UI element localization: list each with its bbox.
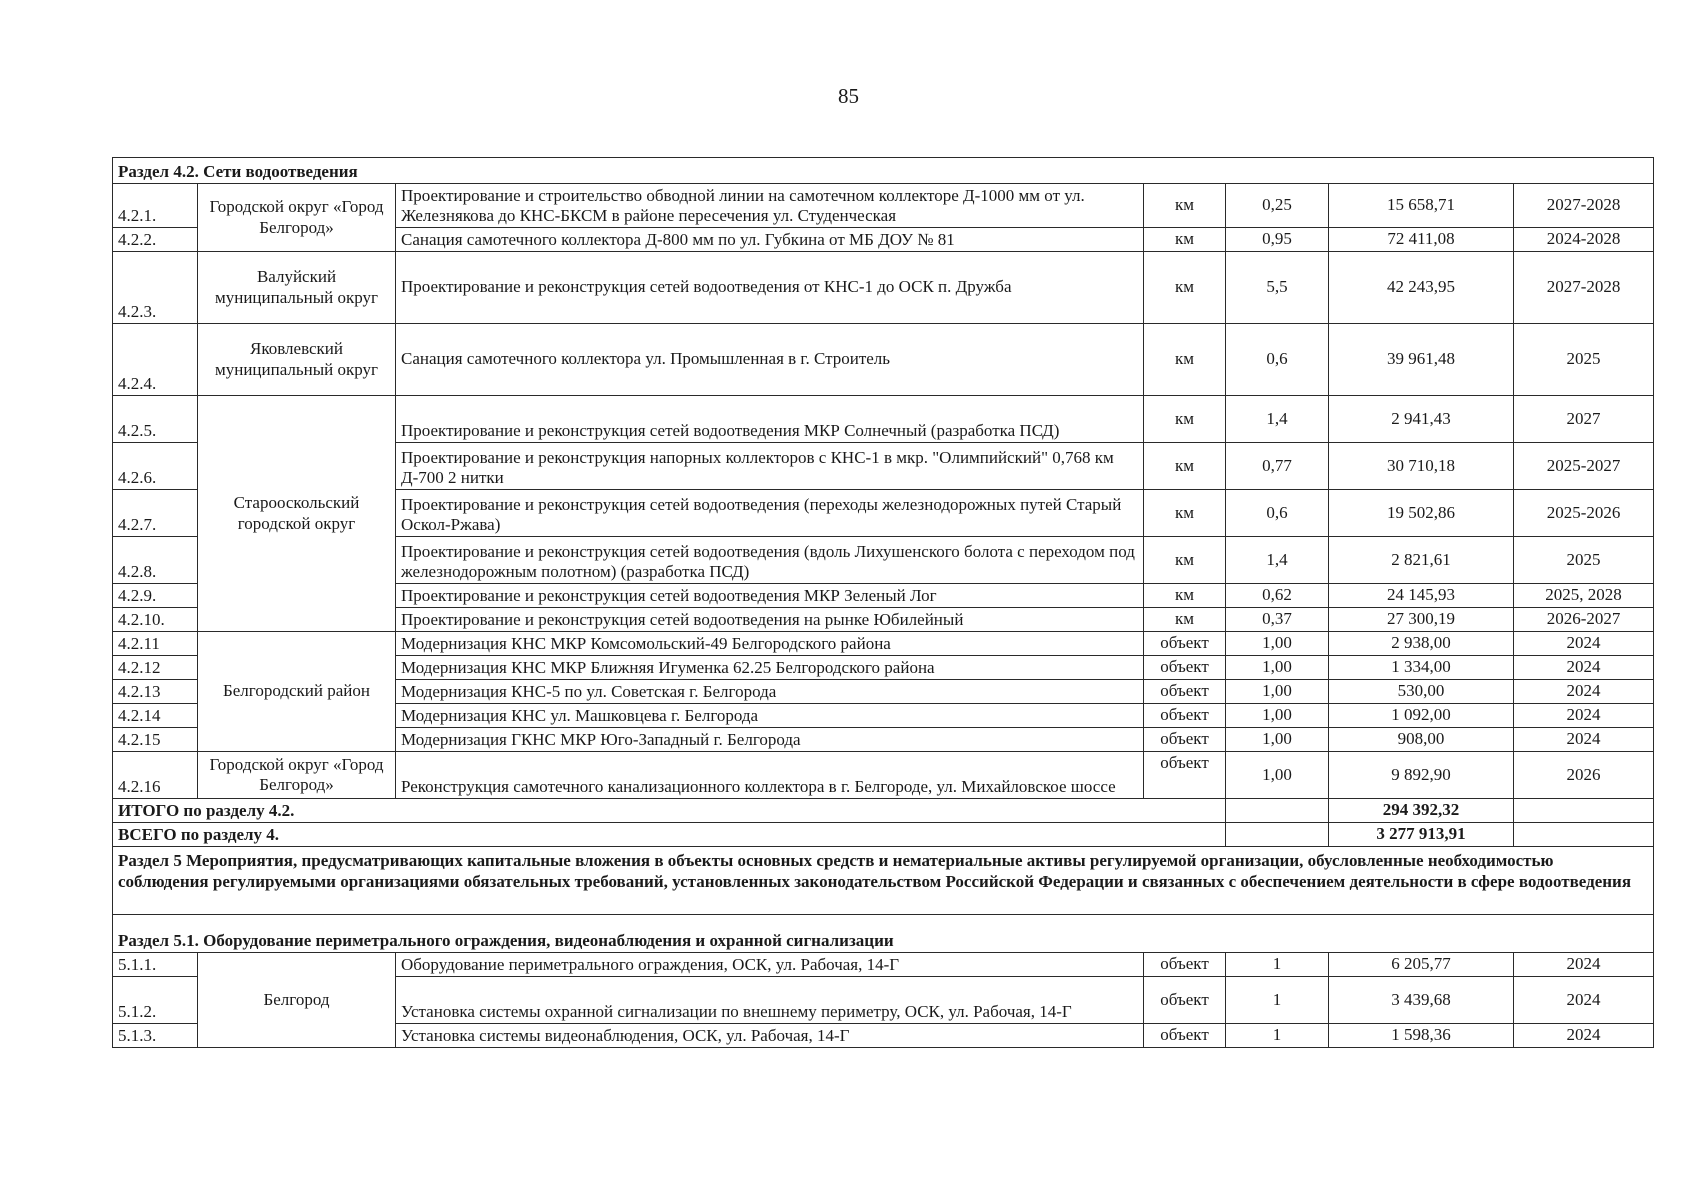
period-cell: 2026-2027 (1514, 608, 1654, 632)
quantity-cell: 1,00 (1226, 656, 1329, 680)
table-row (113, 396, 1654, 443)
row-number: 4.2.5. (113, 396, 198, 443)
municipality-cell: Городской округ «Город Белгород» (198, 184, 396, 252)
cost-cell: 1 092,00 (1329, 704, 1514, 728)
measure-name: Модернизация КНС МКР Комсомольский-49 Белгородского района (396, 632, 1144, 656)
cost-cell: 72 411,08 (1329, 228, 1514, 252)
cost-cell: 19 502,86 (1329, 490, 1514, 537)
empty-cell (1226, 823, 1329, 847)
investment-program-table (112, 157, 1654, 1048)
unit-cell: объект (1144, 680, 1226, 704)
unit-cell: объект (1144, 728, 1226, 752)
total-label: ИТОГО по разделу 4.2. (113, 799, 1226, 823)
cost-cell: 2 941,43 (1329, 396, 1514, 443)
row-number: 4.2.12 (113, 656, 198, 680)
quantity-cell: 1,00 (1226, 680, 1329, 704)
row-number: 4.2.9. (113, 584, 198, 608)
row-number: 5.1.3. (113, 1024, 198, 1048)
cost-cell: 530,00 (1329, 680, 1514, 704)
row-number: 4.2.11 (113, 632, 198, 656)
period-cell: 2027-2028 (1514, 252, 1654, 324)
quantity-cell: 1,4 (1226, 537, 1329, 584)
cost-cell: 908,00 (1329, 728, 1514, 752)
unit-cell: км (1144, 584, 1226, 608)
cost-cell: 2 938,00 (1329, 632, 1514, 656)
period-cell: 2025-2026 (1514, 490, 1654, 537)
period-cell: 2025 (1514, 324, 1654, 396)
quantity-cell: 1 (1226, 977, 1329, 1024)
quantity-cell: 1,00 (1226, 632, 1329, 656)
measure-name: Санация самотечного коллектора ул. Промышленная в г. Строитель (396, 324, 1144, 396)
grand-total-label: ВСЕГО по разделу 4. (113, 823, 1226, 847)
quantity-cell: 0,6 (1226, 490, 1329, 537)
period-cell: 2024 (1514, 704, 1654, 728)
quantity-cell: 0,25 (1226, 184, 1329, 228)
unit-cell: объект (1144, 1024, 1226, 1048)
unit-cell: км (1144, 396, 1226, 443)
unit-cell: км (1144, 324, 1226, 396)
cost-cell: 24 145,93 (1329, 584, 1514, 608)
measure-name: Проектирование и реконструкция сетей водоотведения МКР Солнечный (разработка ПСД) (396, 396, 1144, 443)
empty-cell (1226, 799, 1329, 823)
measure-name: Модернизация КНС МКР Ближняя Игуменка 62.25 Белгородского района (396, 656, 1144, 680)
municipality-cell: Яковлевский муниципальный округ (198, 324, 396, 396)
section-4-2-title: Раздел 4.2. Сети водоотведения (113, 158, 1654, 184)
measure-name: Проектирование и реконструкция напорных коллекторов с КНС-1 в мкр. "Олимпийский" 0,768 км Д-700 2 нитки (396, 443, 1144, 490)
unit-cell: км (1144, 252, 1226, 324)
measure-name: Санация самотечного коллектора Д-800 мм по ул. Губкина от МБ ДОУ № 81 (396, 228, 1144, 252)
quantity-cell: 1 (1226, 953, 1329, 977)
row-number: 5.1.2. (113, 977, 198, 1024)
period-cell: 2024-2028 (1514, 228, 1654, 252)
municipality-cell: Белгород (198, 953, 396, 1048)
grand-total-value: 3 277 913,91 (1329, 823, 1514, 847)
measure-name: Проектирование и реконструкция сетей водоотведения (вдоль Лихушенского болота с переходом под железнодорожным полотном) (разработка ПСД) (396, 537, 1144, 584)
row-number: 4.2.2. (113, 228, 198, 252)
row-number: 4.2.13 (113, 680, 198, 704)
cost-cell: 42 243,95 (1329, 252, 1514, 324)
measure-name: Модернизация КНС-5 по ул. Советская г. Белгорода (396, 680, 1144, 704)
page-number: 85 (838, 84, 859, 108)
measure-name: Установка системы видеонаблюдения, ОСК, ул. Рабочая, 14-Г (396, 1024, 1144, 1048)
period-cell: 2027-2028 (1514, 184, 1654, 228)
cost-cell: 9 892,90 (1329, 752, 1514, 799)
section-4-2-header-row (113, 158, 1654, 184)
cost-cell: 6 205,77 (1329, 953, 1514, 977)
section-5-1-title: Раздел 5.1. Оборудование периметрального ограждения, видеонаблюдения и охранной сигнализации (113, 915, 1654, 953)
unit-cell: км (1144, 490, 1226, 537)
quantity-cell: 0,77 (1226, 443, 1329, 490)
period-cell: 2024 (1514, 977, 1654, 1024)
cost-cell: 30 710,18 (1329, 443, 1514, 490)
period-cell: 2024 (1514, 656, 1654, 680)
table-row (113, 953, 1654, 977)
measure-name: Проектирование и строительство обводной линии на самотечном коллекторе Д-1000 мм от ул. Железнякова до КНС-БКСМ в районе пересечения ул. Студенческая (396, 184, 1144, 228)
municipality-cell: Городской округ «Город Белгород» (198, 752, 396, 799)
measure-name: Реконструкция самотечного канализационного коллектора в г. Белгороде, ул. Михайловское шоссе (396, 752, 1144, 799)
unit-cell: км (1144, 443, 1226, 490)
unit-cell: объект (1144, 977, 1226, 1024)
measure-name: Модернизация КНС ул. Машковцева г. Белгорода (396, 704, 1144, 728)
municipality-cell: Старооскольский городской округ (198, 396, 396, 632)
period-cell: 2024 (1514, 728, 1654, 752)
quantity-cell: 1,00 (1226, 752, 1329, 799)
table-row (113, 632, 1654, 656)
quantity-cell: 1 (1226, 1024, 1329, 1048)
row-number: 4.2.8. (113, 537, 198, 584)
table-row (113, 324, 1654, 396)
cost-cell: 27 300,19 (1329, 608, 1514, 632)
unit-cell: объект (1144, 632, 1226, 656)
period-cell: 2024 (1514, 680, 1654, 704)
row-number: 4.2.10. (113, 608, 198, 632)
period-cell: 2027 (1514, 396, 1654, 443)
unit-cell: объект (1144, 953, 1226, 977)
row-number: 4.2.3. (113, 252, 198, 324)
period-cell: 2024 (1514, 953, 1654, 977)
row-number: 4.2.1. (113, 184, 198, 228)
row-number: 4.2.15 (113, 728, 198, 752)
row-number: 4.2.6. (113, 443, 198, 490)
period-cell: 2024 (1514, 632, 1654, 656)
quantity-cell: 5,5 (1226, 252, 1329, 324)
row-number: 4.2.4. (113, 324, 198, 396)
period-cell: 2026 (1514, 752, 1654, 799)
cost-cell: 1 598,36 (1329, 1024, 1514, 1048)
measure-name: Проектирование и реконструкция сетей водоотведения на рынке Юбилейный (396, 608, 1144, 632)
quantity-cell: 1,00 (1226, 728, 1329, 752)
measure-name: Проектирование и реконструкция сетей водоотведения от КНС-1 до ОСК п. Дружба (396, 252, 1144, 324)
quantity-cell: 0,95 (1226, 228, 1329, 252)
cost-cell: 1 334,00 (1329, 656, 1514, 680)
row-number: 4.2.14 (113, 704, 198, 728)
quantity-cell: 1,00 (1226, 704, 1329, 728)
quantity-cell: 0,62 (1226, 584, 1329, 608)
table-row (113, 184, 1654, 228)
cost-cell: 39 961,48 (1329, 324, 1514, 396)
cost-cell: 3 439,68 (1329, 977, 1514, 1024)
unit-cell: объект (1144, 656, 1226, 680)
row-number: 5.1.1. (113, 953, 198, 977)
section-5-1-header-row (113, 915, 1654, 953)
section-5-header-row (113, 847, 1654, 915)
measure-name: Проектирование и реконструкция сетей водоотведения МКР Зеленый Лог (396, 584, 1144, 608)
unit-cell: км (1144, 537, 1226, 584)
total-value: 294 392,32 (1329, 799, 1514, 823)
period-cell: 2025, 2028 (1514, 584, 1654, 608)
empty-cell (1514, 799, 1654, 823)
unit-cell: объект (1144, 752, 1226, 799)
row-number: 4.2.16 (113, 752, 198, 799)
row-number: 4.2.7. (113, 490, 198, 537)
quantity-cell: 1,4 (1226, 396, 1329, 443)
period-cell: 2025 (1514, 537, 1654, 584)
measure-name: Модернизация ГКНС МКР Юго-Западный г. Белгорода (396, 728, 1144, 752)
period-cell: 2024 (1514, 1024, 1654, 1048)
municipality-cell: Валуйский муниципальный округ (198, 252, 396, 324)
table-row (113, 752, 1654, 799)
unit-cell: км (1144, 228, 1226, 252)
unit-cell: км (1144, 184, 1226, 228)
section-5-title: Раздел 5 Мероприятия, предусматривающих капитальные вложения в объекты основных средств и нематериальные активы регулируемой организации, обусловленные необходимостью соблюдения регулируемыми организациями обязательных требований, установленных законодательством Российской Федерации и связанных с обеспечением деятельности в сфере водоотведения (113, 847, 1654, 915)
empty-cell (1514, 823, 1654, 847)
measure-name: Установка системы охранной сигнализации по внешнему периметру, ОСК, ул. Рабочая, 14-Г (396, 977, 1144, 1024)
cost-cell: 15 658,71 (1329, 184, 1514, 228)
unit-cell: км (1144, 608, 1226, 632)
measure-name: Проектирование и реконструкция сетей водоотведения (переходы железнодорожных путей Старый Оскол-Ржава) (396, 490, 1144, 537)
period-cell: 2025-2027 (1514, 443, 1654, 490)
quantity-cell: 0,37 (1226, 608, 1329, 632)
cost-cell: 2 821,61 (1329, 537, 1514, 584)
municipality-cell: Белгородский район (198, 632, 396, 752)
section-4-grand-total-row (113, 823, 1654, 847)
unit-cell: объект (1144, 704, 1226, 728)
quantity-cell: 0,6 (1226, 324, 1329, 396)
table-row (113, 252, 1654, 324)
measure-name: Оборудование периметрального ограждения, ОСК, ул. Рабочая, 14-Г (396, 953, 1144, 977)
section-4-2-total-row (113, 799, 1654, 823)
